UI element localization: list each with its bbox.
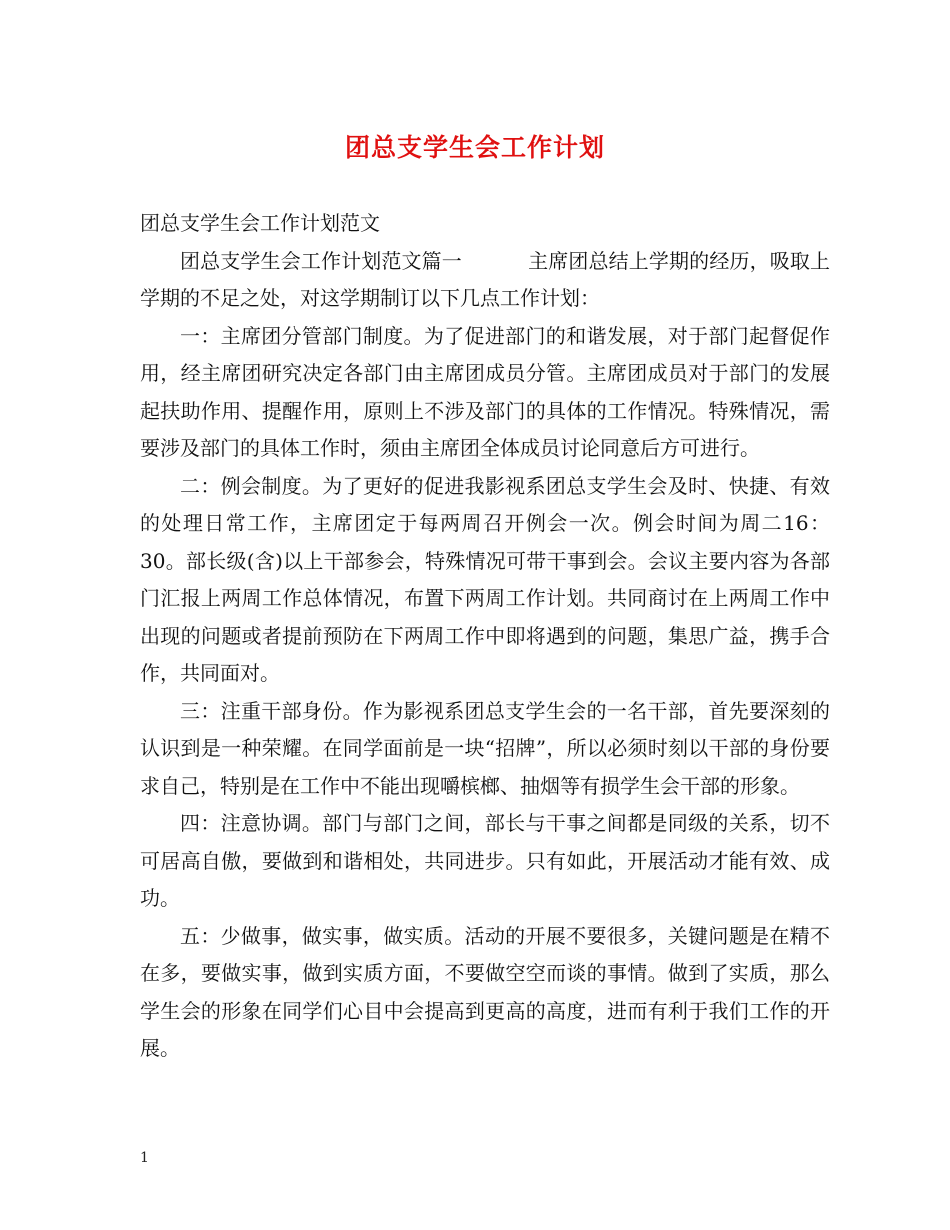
paragraph-1: 一：主席团分管部门制度。为了促进部门的和谐发展，对于部门起督促作用，经主席团研究决定各部门由主席团成员分管。主席团成员对于部门的发展起扶助作用、提醒作用，原则上不涉及部门的具体的工作情况。特殊情况，需要涉及部门的具体工作时，须由主席团全体成员讨论同意后方可进行。: [140, 323, 830, 460]
document-body: [140, 205, 830, 1068]
paragraph-2: 二：例会制度。为了更好的促进我影视系团总支学生会及时、快捷、有效的处理日常工作，主席团定于每两周召开例会一次。例会时间为周二16：30。部长级(含)以上干部参会，特殊情况可带干事到会。会议主要内容为各部门汇报上两周工作总体情况，布置下两周工作计划。共同商讨在上两周工作中出现的问题或者提前预防在下两周工作中即将遇到的问题，集思广益，携手合作，共同面对。: [140, 473, 830, 685]
intro-text: 主席团总结上学期的经历，吸取上学期的不足之处，对这学期制订以下几点工作计划：: [140, 248, 831, 310]
paragraph-4: 四：注意协调。部门与部门之间，部长与干事之间都是同级的关系，切不可居高自傲，要做到和谐相处，共同进步。只有如此，开展活动才能有效、成功。: [140, 811, 830, 910]
intro-heading: 团总支学生会工作计划范文篇一: [180, 248, 462, 273]
document-title: 团总支学生会工作计划: [344, 133, 605, 162]
paragraph-3: 三：注重干部身份。作为影视系团总支学生会的一名干部，首先要深刻的认识到是一种荣耀。在同学面前是一块“招牌”，所以必须时刻以干部的身份要求自己，特别是在工作中不能出现嚼槟榔、抽烟等有损学生会干部的形象。: [140, 698, 830, 798]
intro-paragraph: [140, 243, 830, 318]
document-subtitle: 团总支学生会工作计划范文: [140, 211, 380, 235]
page-number: 1: [140, 1150, 149, 1166]
paragraph-5: 五：少做事，做实事，做实质。活动的开展不要很多，关键问题是在精不在多，要做实事，做到实质方面，不要做空空而谈的事情。做到了实质，那么学生会的形象在同学们心目中会提高到更高的高度，进而有利于我们工作的开展。: [140, 923, 830, 1060]
